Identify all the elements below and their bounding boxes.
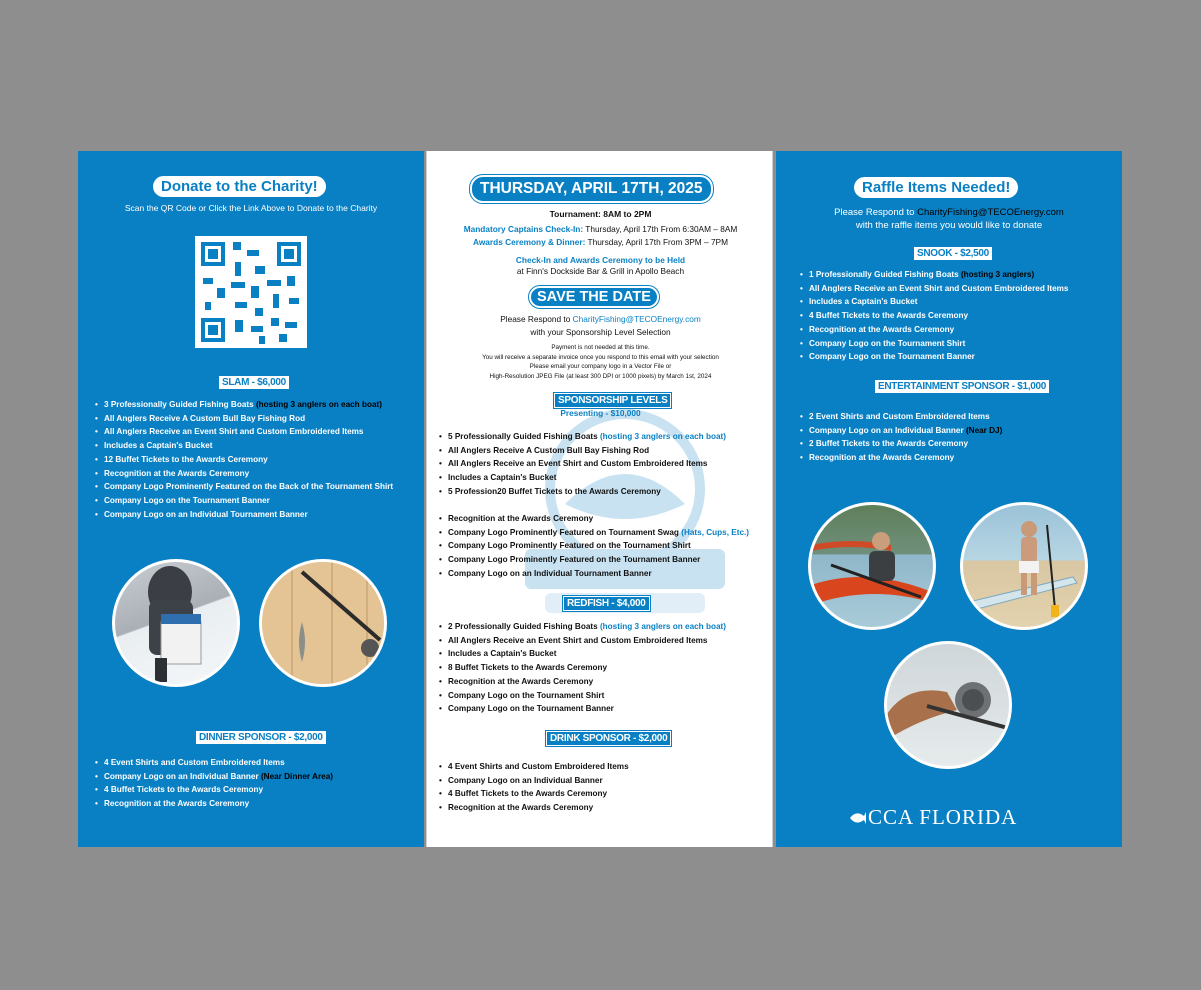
list-item-text: Includes a Captain's Bucket: [104, 441, 213, 451]
list-item: [800, 337, 1069, 351]
drink-sponsor-tag: DRINK SPONSOR - $2,000: [546, 731, 671, 746]
held-line-1: Check-In and Awards Ceremony to be Held: [515, 255, 686, 265]
list-item-text: All Anglers Receive an Event Shirt and Custom Embroidered Items: [104, 427, 364, 437]
list-item-text: Company Logo on the Tournament Banner: [809, 352, 975, 362]
list-item-text: 8 Buffet Tickets to the Awards Ceremony: [448, 663, 608, 673]
list-item: [800, 282, 1069, 296]
list-item-note: (hosting 3 anglers): [960, 270, 1035, 279]
list-item-text: 5 Professionally Guided Fishing Boats: [448, 432, 600, 441]
entertainment-benefits-list: [800, 410, 1002, 465]
list-item: [439, 526, 749, 540]
payment-notes: [427, 343, 774, 381]
list-item: [800, 437, 1002, 451]
list-item: [439, 457, 726, 471]
note-2: You will receive a separate invoice once you respond to this email with your selection: [482, 353, 719, 361]
list-item-text: Company Logo Prominently Featured on the Back of the Tournament Shirt: [104, 482, 394, 492]
left-panel: [78, 151, 424, 847]
list-item: [800, 323, 1069, 337]
list-item: [439, 567, 749, 581]
list-item: [800, 451, 1002, 465]
list-item: [439, 774, 629, 788]
list-item: [439, 512, 749, 526]
list-item: [95, 756, 333, 770]
middle-panel: [426, 151, 773, 847]
raffle-email-link[interactable]: CharityFishing@TECOEnergy.com: [917, 207, 1064, 218]
list-item: [95, 770, 333, 784]
note-4: High-Resolution JPEG File (at least 300 DPI or 1000 pixels) by March 1st, 2024: [489, 372, 712, 380]
redfish-tag: REDFISH - $4,000: [563, 596, 650, 611]
list-item-text: 4 Event Shirts and Custom Embroidered Items: [448, 762, 629, 771]
list-item: [95, 453, 393, 467]
list-item: [439, 787, 629, 801]
entertainment-sponsor-tag: ENTERTAINMENT SPONSOR - $1,000: [874, 379, 1050, 394]
raffle-respond-line: [776, 207, 1122, 218]
list-item-text: Recognition at the Awards Ceremony: [104, 799, 250, 809]
list-item-text: Company Logo on an Individual Banner: [104, 771, 261, 781]
list-item: [95, 412, 393, 426]
sponsorship-levels-tag: SPONSORSHIP LEVELS: [554, 393, 671, 408]
list-item-text: All Anglers Receive an Event Shirt and Custom Embroidered Items: [809, 283, 1069, 293]
list-item: [800, 350, 1069, 364]
paddleboard-photo: [960, 502, 1088, 630]
list-item: [439, 647, 726, 661]
list-item: [439, 553, 749, 567]
note-3: Please email your company logo in a Vector File or: [529, 363, 672, 370]
checkin-label: Mandatory Captains Check-In:: [463, 224, 584, 234]
list-item-text: Recognition at the Awards Ceremony: [448, 676, 594, 686]
list-item: [439, 485, 726, 499]
dinner-benefits-list: [95, 756, 333, 811]
list-item: [800, 268, 1069, 282]
event-date-title: THURSDAY, APRIL 17TH, 2025: [470, 175, 713, 203]
raffle-respond-suffix: with the raffle items you would like to donate: [855, 220, 1043, 231]
list-item-text: 4 Buffet Tickets to the Awards Ceremony: [104, 785, 264, 795]
list-item: [439, 702, 726, 716]
awards-label: Awards Ceremony & Dinner:: [473, 237, 586, 247]
respond-line: [427, 314, 774, 324]
list-item-text: Company Logo Prominently Featured on the Tournament Banner: [448, 555, 701, 565]
list-item-text: 4 Event Shirts and Custom Embroidered Items: [104, 758, 285, 767]
logo-text: CCA FLORIDA: [868, 805, 1018, 829]
list-item-text: 1 Professionally Guided Fishing Boats: [809, 270, 961, 279]
list-item-text: Recognition at the Awards Ceremony: [809, 324, 955, 334]
list-item-text: Recognition at the Awards Ceremony: [104, 468, 250, 478]
checkin-line: [427, 224, 774, 234]
awards-line: [427, 237, 774, 247]
list-item: [800, 295, 1069, 309]
list-item-text: 5 Profession20 Buffet Tickets to the Awards Ceremony: [448, 486, 661, 496]
cca-florida-logo: [848, 805, 1017, 830]
list-item-text: 12 Buffet Tickets to the Awards Ceremony: [104, 454, 268, 464]
list-item: [439, 661, 726, 675]
list-item-text: Company Logo on the Tournament Banner: [448, 704, 614, 714]
respond-email-link[interactable]: CharityFishing@TECOEnergy.com: [572, 314, 701, 324]
snook-tag: SNOOK - $2,500: [913, 246, 993, 261]
list-item: [439, 760, 629, 774]
list-item: [439, 539, 749, 553]
kayak-photo: [808, 502, 936, 630]
list-item-text: Includes a Captain's Bucket: [448, 473, 557, 483]
list-item: [95, 480, 393, 494]
held-line-2: at Finn's Dockside Bar & Grill in Apollo Beach: [516, 266, 685, 276]
list-item: [95, 783, 333, 797]
list-item-text: 4 Buffet Tickets to the Awards Ceremony: [448, 789, 608, 799]
snook-benefits-list: [800, 268, 1069, 364]
list-item: [439, 689, 726, 703]
list-item-text: 2 Buffet Tickets to the Awards Ceremony: [809, 439, 969, 449]
list-item-text: 2 Professionally Guided Fishing Boats: [448, 622, 600, 631]
presenting-benefits-a: [439, 430, 726, 499]
list-item-note: (Near Dinner Area): [260, 771, 333, 781]
list-item-text: Includes a Captain's Bucket: [809, 297, 918, 307]
list-item: [439, 444, 726, 458]
slam-tag: SLAM - $6,000: [218, 375, 290, 390]
list-item-text: Company Logo Prominently Featured on Tournament Swag: [448, 527, 682, 537]
right-panel: [776, 151, 1122, 847]
list-item-note: (Hats, Cups, Etc.): [681, 527, 750, 537]
reel-photo: [884, 641, 1012, 769]
list-item: [95, 494, 393, 508]
slam-benefits-list: [95, 398, 393, 521]
respond-prefix: Please Respond to: [500, 314, 573, 324]
list-item: [439, 634, 726, 648]
list-item: [800, 424, 1002, 438]
list-item: [95, 398, 393, 412]
list-item-text: Company Logo Prominently Featured on the Tournament Shirt: [448, 541, 691, 551]
list-item-text: 3 Professionally Guided Fishing Boats: [104, 400, 256, 409]
list-item-text: All Anglers Receive an Event Shirt and Custom Embroidered Items: [448, 635, 708, 645]
list-item-note: (hosting 3 anglers on each boat): [599, 432, 726, 441]
list-item: [800, 410, 1002, 424]
list-item-text: Company Logo on an Individual Banner: [809, 425, 966, 435]
list-item-text: Company Logo on an Individual Banner: [448, 775, 603, 785]
raffle-title: Raffle Items Needed!: [854, 177, 1018, 198]
note-1: Payment is not needed at this time.: [551, 344, 650, 351]
donate-title: Donate to the Charity!: [153, 176, 326, 197]
tournament-time: Tournament: 8AM to 2PM: [549, 209, 652, 219]
list-item-text: Company Logo on the Tournament Shirt: [809, 338, 966, 348]
list-item: [439, 430, 726, 444]
list-item-text: All Anglers Receive A Custom Bull Bay Fishing Rod: [448, 445, 650, 455]
list-item: [439, 471, 726, 485]
qr-code[interactable]: [195, 236, 307, 348]
list-item: [800, 309, 1069, 323]
respond-suffix: with your Sponsorship Level Selection: [530, 327, 671, 337]
donate-subtitle: Scan the QR Code or Click the Link Above to Donate to the Charity: [124, 203, 378, 213]
list-item-note: (hosting 3 anglers on each boat): [255, 400, 382, 409]
list-item-text: Company Logo on an Individual Tournament Banner: [104, 509, 308, 519]
list-item-text: Company Logo on the Tournament Shirt: [448, 690, 605, 700]
ice-fishing-photo: [112, 559, 240, 687]
list-item: [95, 508, 393, 522]
list-item: [95, 439, 393, 453]
awards-value: Thursday, April 17th From 3PM – 7PM: [585, 237, 728, 247]
list-item-text: All Anglers Receive A Custom Bull Bay Fishing Rod: [104, 413, 306, 423]
list-item-text: Recognition at the Awards Ceremony: [448, 803, 594, 813]
list-item-text: 4 Buffet Tickets to the Awards Ceremony: [809, 311, 969, 321]
list-item: [95, 467, 393, 481]
list-item-text: Includes a Captain's Bucket: [448, 649, 557, 659]
save-the-date-title: SAVE THE DATE: [529, 286, 659, 308]
list-item: [439, 801, 629, 815]
list-item-text: Company Logo on an Individual Tournament Banner: [448, 568, 652, 578]
list-item-text: All Anglers Receive an Event Shirt and Custom Embroidered Items: [448, 459, 708, 469]
fish-icon: [848, 808, 868, 828]
drink-benefits-list: [439, 760, 629, 815]
list-item-note: (hosting 3 anglers on each boat): [599, 622, 726, 631]
raffle-respond-prefix: Please Respond to: [834, 207, 918, 218]
redfish-benefits-list: [439, 620, 726, 716]
list-item: [95, 425, 393, 439]
list-item-text: Company Logo on the Tournament Banner: [104, 495, 270, 505]
list-item: [439, 675, 726, 689]
list-item: [95, 797, 333, 811]
list-item-text: Recognition at the Awards Ceremony: [809, 453, 955, 463]
list-item-text: Recognition at the Awards Ceremony: [448, 514, 594, 523]
dinner-sponsor-tag: DINNER SPONSOR - $2,000: [195, 730, 327, 745]
list-item: [439, 620, 726, 634]
list-item-note: (Near DJ): [965, 425, 1003, 435]
list-item-text: 2 Event Shirts and Custom Embroidered Items: [809, 412, 990, 421]
presenting-level: Presenting - $10,000: [560, 408, 641, 418]
fishing-rod-photo: [259, 559, 387, 687]
checkin-value: Thursday, April 17th From 6:30AM – 8AM: [583, 224, 738, 234]
presenting-benefits-b: [439, 512, 749, 581]
